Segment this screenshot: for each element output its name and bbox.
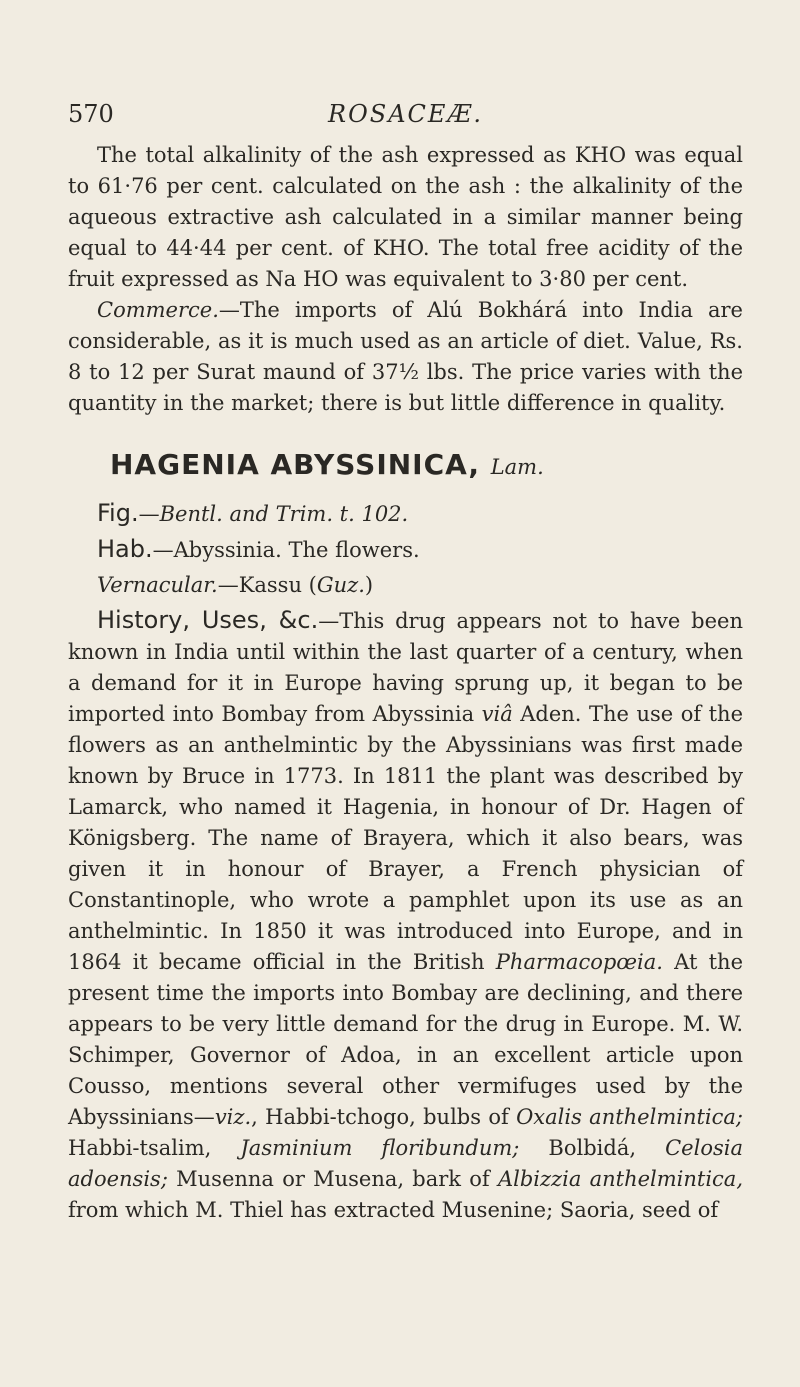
history-paragraph bbox=[68, 605, 743, 1226]
history-jasminium: Jasminium floribundum; bbox=[240, 1136, 520, 1160]
hab-text: —Abyssinia. The flowers. bbox=[152, 538, 420, 562]
vernacular-text-b: Guz. bbox=[316, 573, 365, 597]
history-text-1: —This drug appears not to have been known in India until within the last quarter of a century, when a demand for it in Europe having sprung up, it began to be imported into Bombay from Abyssinia bbox=[68, 609, 744, 726]
history-text-5: Habbi-tsalim, bbox=[68, 1136, 241, 1160]
running-head bbox=[68, 100, 743, 136]
commerce-text: —The imports of Alú Bokhárá into India are considerable, as it is much used as an article of diet. Value, Rs. 8 to 12 per Surat maund of 37½ lbs. The price varies with the quantity in the market; there is but little difference in quality. bbox=[68, 298, 743, 415]
fig-label: Fig. bbox=[97, 499, 139, 527]
fig-text: Bentl. and Trim. t. 102. bbox=[159, 502, 409, 526]
history-text-7: Musenna or Musena, bark of bbox=[167, 1167, 498, 1191]
history-albizzia: Albizzia anthelmintica, bbox=[497, 1167, 744, 1191]
history-text-2: Aden. The use of the flowers as an anthelmintic by the Abyssinians was first made known by Bruce in 1773. In 1811 the plant was described by Lamarck, who named it Hagenia, in honour of Dr. Hagen of Königsberg. The name of Brayera, which it also bears, was given it in honour of Brayer, a French physician of Constantinople, who wrote a pamphlet upon its use as an anthelmintic. In 1850 it was introduced into Europe, and in 1864 it became official in the British bbox=[68, 702, 744, 974]
fig-line bbox=[68, 498, 743, 530]
running-title: ROSACEÆ. bbox=[328, 100, 484, 128]
vernacular-text-a: —Kassu ( bbox=[217, 573, 317, 597]
hab-label: Hab. bbox=[97, 535, 153, 563]
species-authority: Lam. bbox=[490, 455, 544, 479]
commerce-label: Commerce. bbox=[97, 298, 219, 322]
body-text bbox=[68, 140, 743, 1226]
vernacular-line bbox=[68, 570, 743, 601]
history-text-4: , Habbi-tchogo, bulbs of bbox=[251, 1105, 517, 1129]
history-via: viâ bbox=[481, 702, 513, 726]
history-label: History, Uses, &c. bbox=[97, 606, 319, 634]
history-text-3: At the present time the imports into Bombay are declining, and there appears to be very little demand for the drug in Europe. M. W. Schimper, Governor of Adoa, in an excellent article upon Cousso, mentions several other vermifuges used by the Abyssinians— bbox=[68, 950, 744, 1129]
vernacular-label: Vernacular. bbox=[97, 573, 218, 597]
section-heading bbox=[110, 449, 743, 483]
commerce-paragraph bbox=[68, 295, 743, 419]
vernacular-text-c: ) bbox=[364, 573, 374, 597]
history-celosia: Celosia adoensis; bbox=[68, 1136, 743, 1191]
fig-dash: — bbox=[138, 502, 160, 526]
hab-line bbox=[68, 534, 743, 566]
species-name: HAGENIA ABYSSINICA, bbox=[110, 448, 480, 481]
ash-alkalinity-paragraph: The total alkalinity of the ash expressed as KHO was equal to 61·76 per cent. calculated on the ash : the alkalinity of the aqueous extractive ash calculated in a similar manner being equal to 44·44 per cent. of KHO. The total free acidity of the fruit expressed as Na HO was equivalent to 3·80 per cent. bbox=[68, 143, 743, 291]
history-viz: viz. bbox=[214, 1105, 252, 1129]
history-text-8: from which M. Thiel has extracted Musenine; Saoria, seed of bbox=[68, 1198, 719, 1222]
history-pharmacopoeia: Pharmacopœia. bbox=[495, 950, 663, 974]
history-text-6: Bolbidá, bbox=[519, 1136, 666, 1160]
page-number: 570 bbox=[68, 100, 114, 128]
history-oxalis: Oxalis anthelmintica; bbox=[516, 1105, 743, 1129]
